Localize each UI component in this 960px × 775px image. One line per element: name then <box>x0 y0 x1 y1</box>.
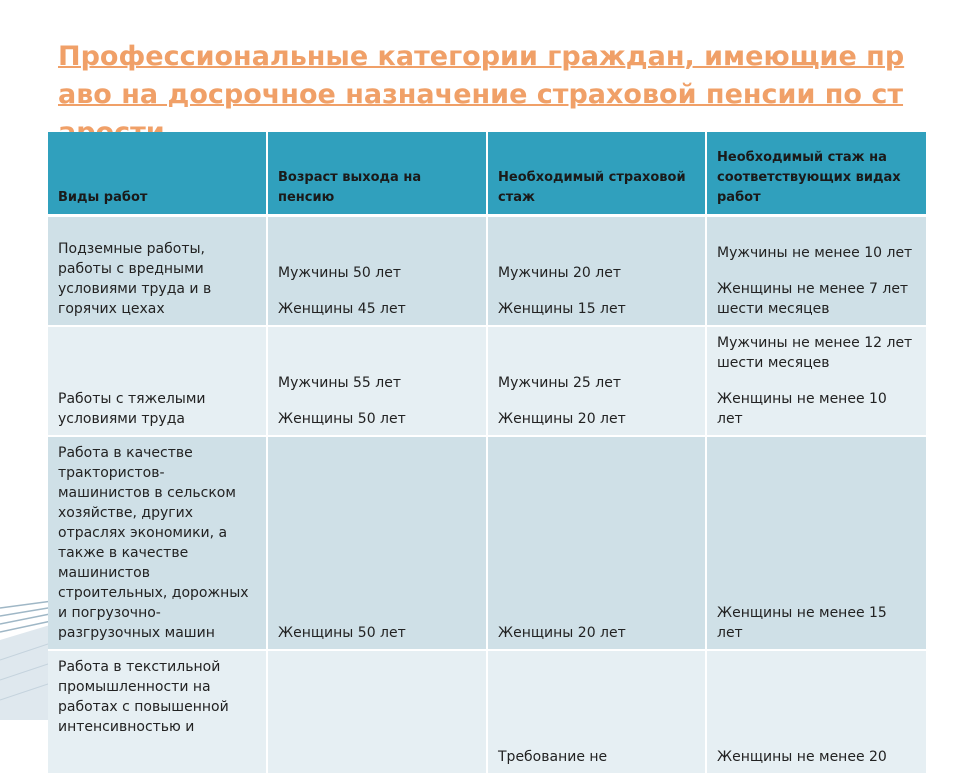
insurance-period-cell: Требование не <box>487 650 706 774</box>
ins-women: Женщины 15 лет <box>498 301 626 317</box>
table-header-row <box>48 132 926 216</box>
ins-men: Мужчины 20 лет <box>498 265 621 281</box>
age-men: Мужчины 55 лет <box>278 375 401 391</box>
retirement-age-cell <box>267 650 487 774</box>
page-title: Профессиональные категории граждан, имеющие право на досрочное назначение страховой пенсии по ст <box>58 41 905 110</box>
header-special-period: Необходимый стаж на соответствующих видах работ <box>706 132 926 216</box>
pension-table <box>48 132 926 775</box>
spec-women: Женщины не менее 7 лет шести месяцев <box>717 281 909 317</box>
retirement-age-cell: Женщины 50 лет <box>267 436 487 650</box>
spec-women: Женщины не менее 10 лет <box>717 391 887 427</box>
header-work-type: Виды работ <box>48 132 267 216</box>
table-row <box>48 326 926 436</box>
insurance-period-cell: Женщины 20 лет <box>487 436 706 650</box>
ins-women: Женщины 20 лет <box>498 411 626 427</box>
retirement-age-cell <box>267 326 487 436</box>
header-retirement-age: Возраст выхода на пенсию <box>267 132 487 216</box>
work-type-cell: Работа в текстильной промышленности на работах с повышенной интенсивностью и <box>48 650 267 774</box>
table-row <box>48 650 926 774</box>
retirement-age-cell <box>267 216 487 327</box>
insurance-period-cell <box>487 216 706 327</box>
table-row <box>48 436 926 650</box>
special-period-cell <box>706 326 926 436</box>
work-type-cell: Работа в качестве трактористов-машинистов в сельском хозяйстве, других отраслях экономики, а также в качестве машинистов строительных, дорожных и погрузочно-разгрузочных машин <box>48 436 267 650</box>
special-period-cell <box>706 216 926 327</box>
work-type-cell: Работы с тяжелыми условиями труда <box>48 326 267 436</box>
age-women: Женщины 50 лет <box>278 411 406 427</box>
special-period-cell: Женщины не менее 20 <box>706 650 926 774</box>
spec-men: Мужчины не менее 10 лет <box>717 245 913 261</box>
work-type-cell: Подземные работы, работы с вредными условиями труда и в горячих цехах <box>48 216 267 327</box>
table-row <box>48 216 926 327</box>
age-men: Мужчины 50 лет <box>278 265 401 281</box>
header-insurance-period: Необходимый страховой стаж <box>487 132 706 216</box>
spec-men: Мужчины не менее 12 лет шести месяцев <box>717 335 913 371</box>
special-period-cell: Женщины не менее 15 лет <box>706 436 926 650</box>
insurance-period-cell <box>487 326 706 436</box>
ins-men: Мужчины 25 лет <box>498 375 621 391</box>
age-women: Женщины 45 лет <box>278 301 406 317</box>
